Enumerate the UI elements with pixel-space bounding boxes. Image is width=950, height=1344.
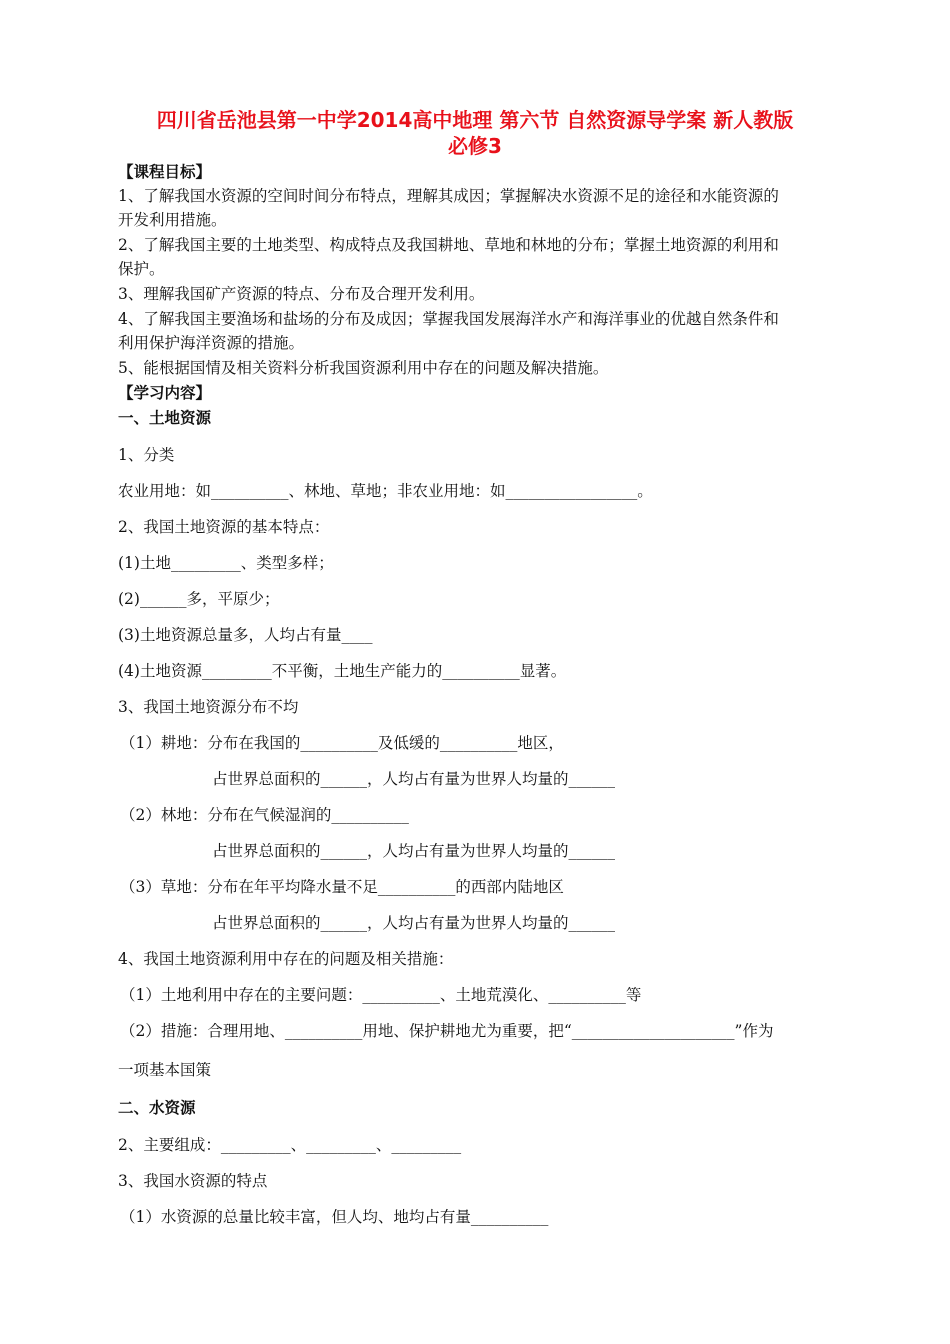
- content-line: (4)土地资源_________不平衡，土地生产能力的__________显著。: [118, 662, 567, 680]
- content-line: (1)土地_________、类型多样；: [118, 554, 334, 572]
- content-line: （1）水资源的总量比较丰富，但人均、地均占有量__________: [120, 1208, 549, 1226]
- content-line: (3)土地资源总量多，人均占有量____: [118, 626, 373, 644]
- objective-line: 3、理解我国矿产资源的特点、分布及合理开发利用。: [118, 285, 485, 303]
- objective-line: 1、了解我国水资源的空间时间分布特点，理解其成因；掌握解决水资源不足的途径和水能资源的: [118, 187, 779, 205]
- objective-line: 5、能根据国情及相关资料分析我国资源利用中存在的问题及解决措施。: [118, 359, 609, 377]
- content-line: 占世界总面积的______，人均占有量为世界人均量的______: [212, 914, 616, 932]
- title-line-1: 四川省岳池县第一中学2014高中地理 第六节 自然资源导学案 新人教版: [156, 108, 794, 132]
- content-line: （1）耕地：分布在我国的__________及低缓的__________地区，: [120, 734, 564, 752]
- content-line: 3、我国水资源的特点: [118, 1172, 268, 1190]
- content-line: 一项基本国策: [118, 1061, 212, 1079]
- content-line: （3）草地：分布在年平均降水量不足__________的西部内陆地区: [120, 878, 564, 896]
- objective-line: 4、了解我国主要渔场和盐场的分布及成因；掌握我国发展海洋水产和海洋事业的优越自然条件和: [118, 310, 779, 328]
- content-line: 2、主要组成：_________、_________、_________: [118, 1136, 462, 1154]
- objective-line: 利用保护海洋资源的措施。: [118, 334, 305, 352]
- objective-line: 2、了解我国主要的土地类型、构成特点及我国耕地、草地和林地的分布；掌握土地资源的利用和: [118, 236, 779, 254]
- content-line: 农业用地：如__________、林地、草地；非农业用地：如_________________。: [118, 482, 653, 500]
- objectives-heading: 【课程目标】: [118, 163, 212, 181]
- content-line: 占世界总面积的______，人均占有量为世界人均量的______: [212, 842, 616, 860]
- content-line: 3、我国土地资源分布不均: [118, 698, 299, 716]
- content-line: （2）措施：合理用地、__________用地、保护耕地尤为重要，把“_____________________”作为: [120, 1022, 774, 1040]
- content-line: 占世界总面积的______，人均占有量为世界人均量的______: [212, 770, 616, 788]
- content-line: 2、我国土地资源的基本特点：: [118, 518, 330, 536]
- content-line: 4、我国土地资源利用中存在的问题及相关措施：: [118, 950, 454, 968]
- objective-line: 保护。: [118, 260, 165, 278]
- objective-line: 开发利用措施。: [118, 211, 227, 229]
- content-line: 1、分类: [118, 446, 175, 464]
- content-heading: 【学习内容】: [118, 384, 212, 402]
- content-line: （2）林地：分布在气候湿润的__________: [120, 806, 409, 824]
- document-title: [100, 107, 850, 159]
- title-line-2: 必修3: [448, 134, 502, 158]
- content-line: （1）土地利用中存在的主要问题：__________、土地荒漠化、__________等: [120, 986, 642, 1004]
- content-line: (2)______多，平原少；: [118, 590, 280, 608]
- section-heading-water: 二、水资源: [118, 1099, 196, 1117]
- section-heading-land: 一、土地资源: [118, 409, 212, 427]
